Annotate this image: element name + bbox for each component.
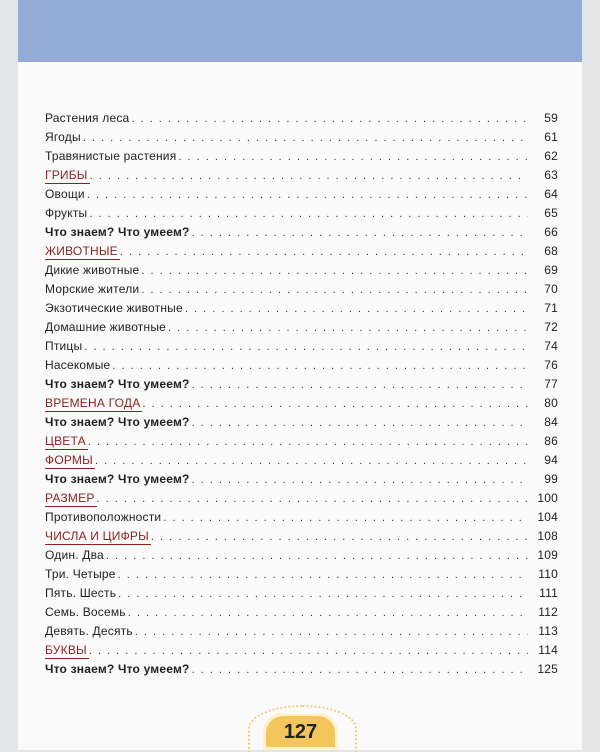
toc-entry-title: ЖИВОТНЫЕ [45,244,118,258]
toc-entry-title: ГРИБЫ [45,168,88,182]
toc-row [45,299,558,318]
toc-page-number: 61 [544,130,558,144]
toc-row [45,508,558,527]
toc-page-number: 65 [544,206,558,220]
toc-entry-title: Насекомые [45,358,111,372]
toc-page-number: 62 [544,149,558,163]
toc-entry-title: Растения леса [45,111,130,125]
dot-leader [135,623,528,642]
dot-leader [141,262,528,281]
dot-leader [128,604,528,623]
dot-leader [89,205,528,224]
dot-leader [163,509,528,528]
dot-leader [97,490,528,509]
toc-row [45,356,558,375]
toc-entry-title: Морские жители [45,282,140,296]
dot-leader [192,224,528,243]
page-number: 127 [263,713,338,750]
dot-leader [168,319,528,338]
toc-row [45,204,558,223]
toc-quiz-row [45,413,558,432]
toc-entry-title: БУКВЫ [45,643,87,657]
toc-row [45,603,558,622]
toc-page-number: 104 [537,510,558,524]
toc-section-row [45,489,558,508]
toc-entry-title: Что знаем? Что умеем? [45,377,190,391]
toc-entry-title: Птицы [45,339,83,353]
toc-entry-title: Травянистые растения [45,149,177,163]
toc-entry-title: Фрукты [45,206,88,220]
toc-row [45,565,558,584]
toc-entry-title: ФОРМЫ [45,453,93,467]
toc-row [45,546,558,565]
toc-entry-title: Что знаем? Что умеем? [45,662,190,676]
toc-row [45,128,558,147]
dot-leader [88,433,528,452]
dot-leader [95,452,528,471]
toc-entry-title: Девять. Десять [45,624,133,638]
dot-leader [89,642,528,661]
dot-leader [118,566,528,585]
dot-leader [151,528,528,547]
toc-entry-title: Что знаем? Что умеем? [45,225,190,239]
toc-entry-title: Семь. Восемь [45,605,126,619]
toc-entry-title: Один. Два [45,548,104,562]
toc-quiz-row [45,375,558,394]
dot-leader [192,661,528,680]
toc-entry-title: Что знаем? Что умеем? [45,415,190,429]
toc-page-number: 109 [537,548,558,562]
toc-quiz-row [45,470,558,489]
toc-row [45,318,558,337]
toc-row [45,584,558,603]
toc-entry-title: Овощи [45,187,85,201]
toc-entry-title: ВРЕМЕНА ГОДА [45,396,141,410]
toc-section-row [45,432,558,451]
dot-leader [185,300,528,319]
toc-page-number: 114 [538,643,558,657]
toc-entry-title: ЦВЕТА [45,434,86,448]
toc-section-row [45,166,558,185]
table-of-contents [45,109,558,679]
toc-entry-title: Что знаем? Что умеем? [45,472,190,486]
toc-quiz-row [45,660,558,679]
toc-page-number: 64 [544,187,558,201]
dot-leader [87,186,528,205]
toc-page-number: 111 [539,586,558,600]
toc-section-row [45,242,558,261]
toc-page-number: 70 [544,282,558,296]
toc-page-number: 76 [544,358,558,372]
toc-page-number: 110 [538,567,558,581]
dot-leader [131,110,528,129]
toc-page-number: 99 [544,472,558,486]
toc-page-number: 72 [544,320,558,334]
toc-section-row [45,394,558,413]
toc-page-number: 94 [544,453,558,467]
toc-page-number: 84 [544,415,558,429]
toc-page-number: 59 [544,111,558,125]
toc-quiz-row [45,223,558,242]
toc-page-number: 71 [544,301,558,315]
toc-page-number: 74 [544,339,558,353]
toc-row [45,109,558,128]
dot-leader [83,129,528,148]
toc-row [45,280,558,299]
toc-section-row [45,641,558,660]
toc-page-number: 77 [544,377,558,391]
dot-leader [141,281,528,300]
toc-entry-title: Экзотические животные [45,301,183,315]
toc-row [45,185,558,204]
dot-leader [84,338,528,357]
toc-page-number: 69 [544,263,558,277]
toc-entry-title: Ягоды [45,130,81,144]
toc-entry-title: Три. Четыре [45,567,116,581]
toc-page-number: 100 [537,491,558,505]
dot-leader [90,167,528,186]
toc-row [45,622,558,641]
toc-page-number: 68 [544,244,558,258]
toc-page-number: 86 [544,434,558,448]
toc-page-number: 113 [538,624,558,638]
toc-entry-title: Противоположности [45,510,162,524]
toc-page-number: 80 [544,396,558,410]
dot-leader [192,471,528,490]
dot-leader [142,395,528,414]
dot-leader [192,376,528,395]
toc-row [45,261,558,280]
toc-section-row [45,527,558,546]
dot-leader [192,414,528,433]
header-band [18,0,582,62]
book-page [18,0,582,750]
toc-page-number: 108 [537,529,558,543]
toc-entry-title: РАЗМЕР [45,491,95,505]
toc-row [45,147,558,166]
toc-entry-title: Домашние животные [45,320,167,334]
dot-leader [118,585,528,604]
toc-entry-title: ЧИСЛА И ЦИФРЫ [45,529,149,543]
toc-page-number: 112 [538,605,558,619]
toc-entry-title: Дикие животные [45,263,140,277]
toc-page-number: 66 [544,225,558,239]
dot-leader [112,357,528,376]
toc-row [45,337,558,356]
dot-leader [120,243,528,262]
dot-leader [106,547,528,566]
toc-page-number: 125 [537,662,558,676]
dot-leader [178,148,528,167]
toc-page-number: 63 [544,168,558,182]
toc-entry-title: Пять. Шесть [45,586,117,600]
toc-section-row [45,451,558,470]
